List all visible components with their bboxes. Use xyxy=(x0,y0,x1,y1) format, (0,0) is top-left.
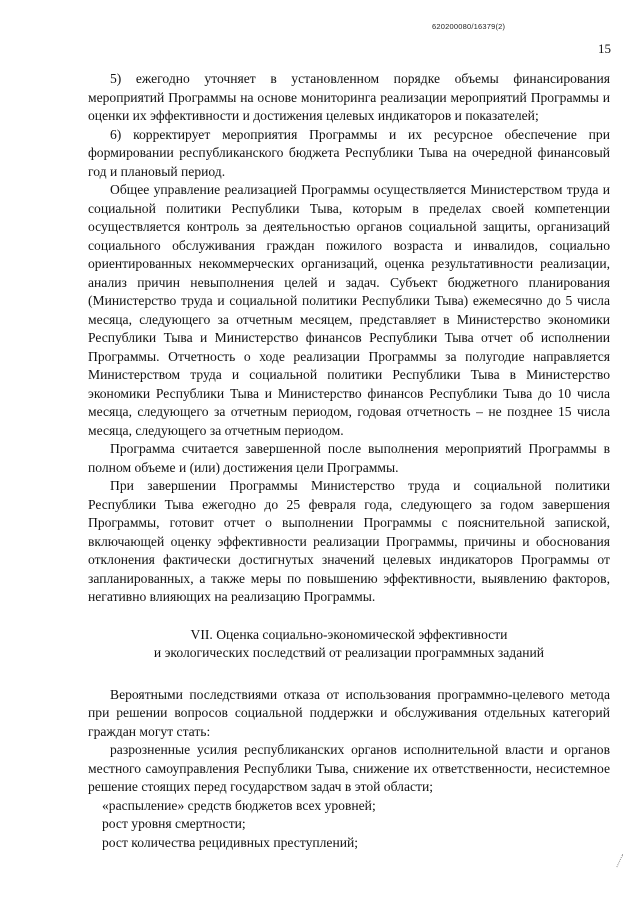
page-number: 15 xyxy=(598,41,611,56)
list-item-mortality-growth: рост уровня смертности; xyxy=(102,816,246,831)
section-heading-line-1: VII. Оценка социально-экономической эффективности xyxy=(190,626,508,642)
paragraph-consequences-intro: Вероятными последствиями отказа от использования программно-целевого метода при решении вопросов социальной поддержки и обслуживания отдельных категорий граждан могут стать: xyxy=(88,686,610,739)
document-id: 620200080/16379(2) xyxy=(432,22,506,31)
list-item-recidivism-growth: рост количества рецидивных преступлений; xyxy=(102,834,359,850)
paragraph-general-management: Общее управление реализацией Программы осуществляется Министерством труда и социальной политики Республики Тыва, которым в пределах своей компетенции осуществляется контроль за деятельностью органов социальной защиты, организаций социального обслуживания граждан пожилого возраста и инвалидов, социально ориентированных некоммерческих организаций, оценка результативности реализации, анализ причин невыполнения целей и задач. Субъект бюджетного планирования (Министерство труда и социальной политики Республики Тыва) ежемесячно до 5 числа месяца, следующего за отчетным месяцем, представляет в Министерство экономики Республики Тыва и Министерство финансов Республики Тыва отчет об исполнении Программы. Отчетность о ходе реализации Программы за полугодие направляется Министерством труда и социальной политики Республики Тыва в Министерство экономики Республики Тыва и Министерство финансов Республики Тыва до 10 числа месяца, следующего за отчетным периодом, годовая отчетность – не позднее 15 числа месяца, следующего за отчетным периодом. xyxy=(88,182,610,438)
scan-artifact-mark xyxy=(616,854,628,870)
paragraph-final-report: При завершении Программы Министерство труда и социальной политики Республики Тыва ежегодно до 25 февраля года, следующего за годом завершения Программы, готовит отчет о выполнении Программы с пояснительной запиской, включающей оценку эффективности реализации Программы, причины и обоснования отклонения фактически достигнутых значений целевых индикаторов Программы от запланированных, а также меры по повышению эффективности, выявлению факторов, негативно влияющих на реализацию Программы. xyxy=(88,478,610,604)
document-body xyxy=(88,70,610,852)
paragraph-item-6: 6) корректирует мероприятия Программы и их ресурсное обеспечение при формировании республиканского бюджета Республики Тыва на очередной финансовый год и плановый период. xyxy=(88,126,610,179)
paragraph-item-5: 5) ежегодно уточняет в установленном порядке объемы финансирования мероприятий Программы на основе мониторинга реализации мероприятий Программы и оценки их эффективности и достижения целевых индикаторов и показателей; xyxy=(88,71,610,123)
list-item-budget-dispersion: «распыление» средств бюджетов всех уровней; xyxy=(102,797,376,813)
paragraph-program-completion: Программа считается завершенной после выполнения мероприятий Программы в полном объеме и (или) достижения цели Программы. xyxy=(88,441,610,475)
section-heading-line-2: и экологических последствий от реализации программных заданий xyxy=(153,645,545,660)
list-item-fragmented-efforts: разрозненные усилия республиканских органов исполнительной власти и органов местного самоуправления Республики Тыва, снижение их ответственности, несистемное решение стоящих перед государством задач в этой области; xyxy=(88,742,610,794)
section-heading xyxy=(88,626,610,663)
